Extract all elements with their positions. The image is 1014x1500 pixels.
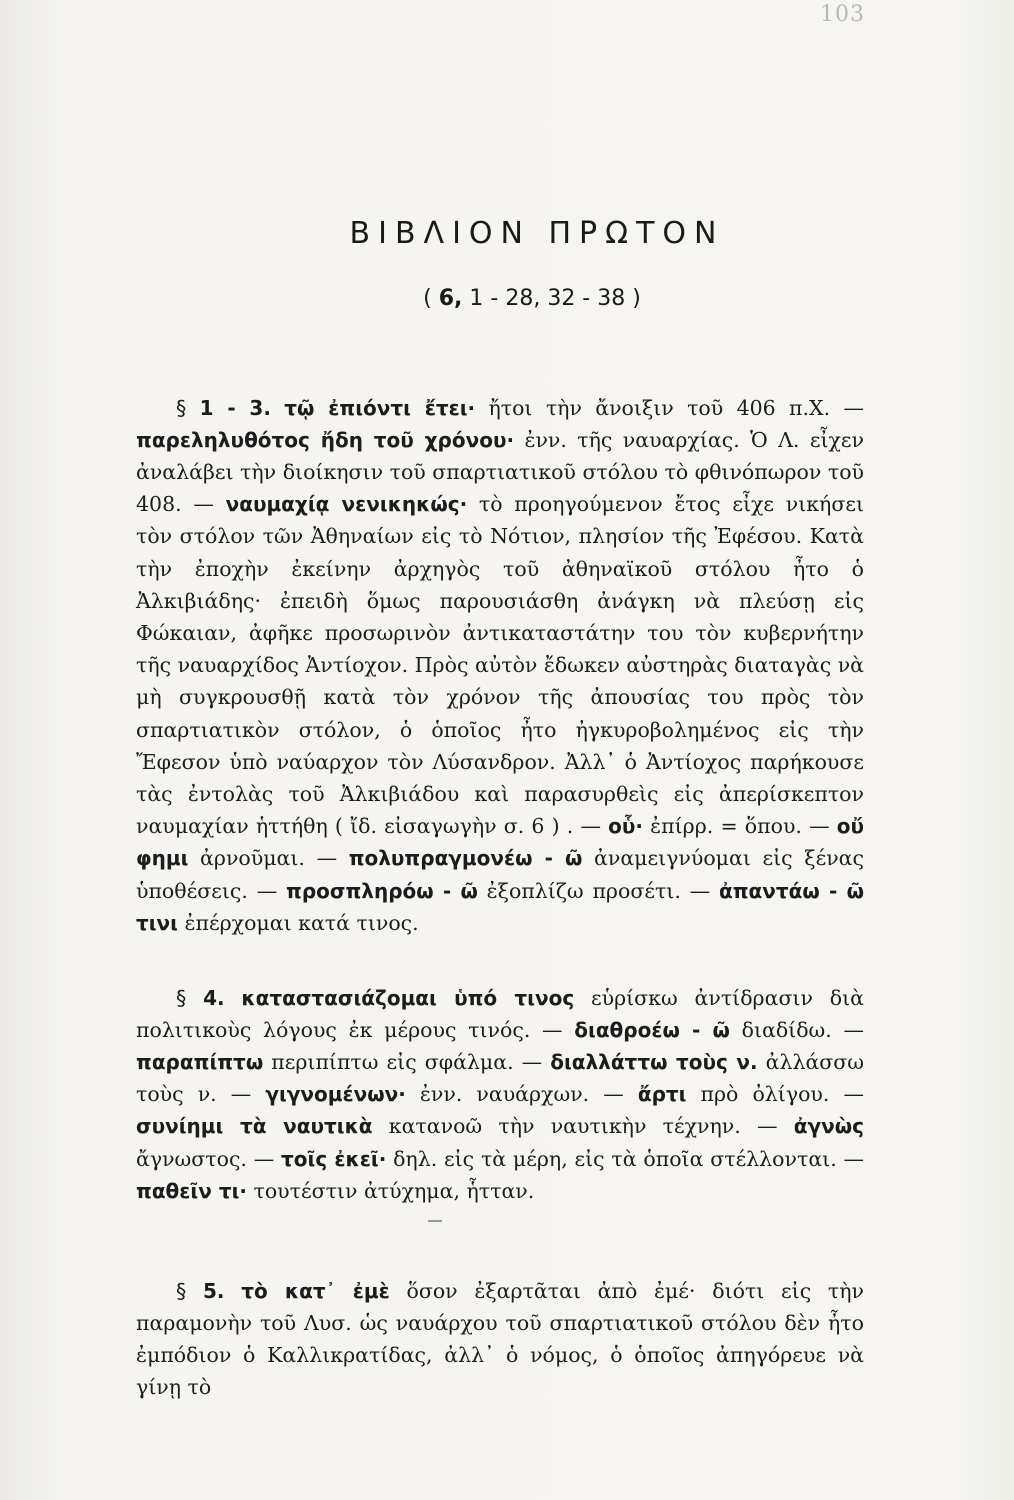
lemma-term: τοῖς ἐκεῖ· [281, 1146, 387, 1171]
commentary-text: ἄγνωστος. — [136, 1146, 282, 1171]
passage-reference [0, 286, 1014, 311]
commentary-text: περιπίπτω εἰς σφάλμα. — [263, 1049, 551, 1074]
commentary-text: ἀρνοῦμαι. — [188, 846, 349, 871]
lemma-term: παραπίπτω [136, 1049, 264, 1074]
lemma-term: ἄρτι [637, 1082, 687, 1107]
lemma-term: παρεληλυθότος ἤδη τοῦ χρόνου· [136, 427, 515, 452]
commentary-text: ἀναμειγνύομαι εἰς ξένας ὑποθέσεις. — [136, 846, 864, 903]
page-number: 103 [820, 2, 865, 27]
lemma-term: γιγνομένων· [265, 1082, 406, 1107]
commentary-text: εὑρίσκω ἀντίδρασιν διὰ πολιτικοὺς λόγους ἐκ μέρους τινός. — [136, 985, 864, 1042]
lemma-term: καταστασιάζομαι ὑπό τινος [241, 985, 575, 1010]
section-sign: § [176, 395, 200, 420]
reference-book: 6, [438, 286, 463, 311]
lemma-term: διαθροέω - ῶ [574, 1017, 730, 1042]
commentary-text: δηλ. εἰς τὰ μέρη, εἰς τὰ ὁποῖα στέλλονται. — [386, 1146, 865, 1171]
section-sign: § [176, 1278, 203, 1303]
commentary-text: ἤτοι τὴν ἄνοιξιν τοῦ 406 π.Χ. — [475, 395, 864, 420]
commentary-text [225, 1279, 242, 1303]
lemma-term: διαλλάττω τοὺς ν. [550, 1049, 758, 1074]
chapter-heading: ΒΙΒΛΙΟΝ ΠΡΩΤΟΝ [349, 216, 725, 252]
commentary-text: ἀλλάσσω τοὺς ν. — [136, 1049, 865, 1107]
lemma-term: ἀπαντάω - ῶ τινι [136, 878, 865, 935]
lemma-term: 5. [202, 1278, 225, 1303]
commentary-text: ἐνν. ναυάρχων. — [405, 1082, 638, 1107]
lemma-term: προσπληρόω - ῶ [286, 878, 478, 903]
lemma-term: παθεῖν τι· [136, 1178, 247, 1203]
commentary-text: κατανοῶ τὴν ναυτικὴν τέχνην. — [372, 1114, 794, 1139]
lemma-term: οὗ· [608, 814, 643, 839]
commentary-text: ἐπέρχομαι κατά τινος. [177, 910, 419, 935]
divider-mark [428, 1220, 442, 1222]
lemma-term: 4. [203, 985, 225, 1010]
commentary-text: ὅσον ἐξαρτᾶται ἀπὸ ἐμέ· διότι εἰς τὴν παραμονὴν τοῦ Λυσ. ὡς ναυάρχου τοῦ σπαρτιατικοῦ στόλου δὲν ἦτο ἐμπόδιον ὁ Καλλικρατίδας, ἀλλ᾽ ὁ νόμος, ὁ ὁποῖος ἀπηγόρευε νὰ γίνῃ τὸ [136, 1278, 865, 1400]
commentary-paragraph-2 [136, 982, 864, 1207]
lemma-term: πολυπραγμονέω - ῶ [348, 846, 583, 871]
commentary-paragraph-3 [136, 1275, 864, 1404]
lemma-term: ἀγνὼς [793, 1114, 864, 1139]
lemma-term: τῷ ἐπιόντι ἔτει· [284, 395, 476, 420]
section-sign: § [176, 985, 204, 1010]
commentary-text: διαδίδω. — [729, 1017, 865, 1042]
commentary-text [225, 986, 242, 1010]
commentary-text: ἐπίρρ. = ὅπου. — [642, 814, 837, 839]
lemma-term: τὸ κατ᾽ ἐμὲ [241, 1278, 390, 1303]
commentary-paragraph-1 [136, 392, 864, 939]
commentary-text: πρὸ ὀλίγου. — [686, 1082, 864, 1107]
lemma-term: συνίημι τὰ ναυτικὰ [136, 1114, 373, 1139]
lemma-term: οὔ φημι [136, 814, 864, 871]
commentary-text: τουτέστιν ἀτύχημα, ἧτταν. [246, 1178, 535, 1203]
reference-rest: 1 - 28, 32 - 38 ) [462, 286, 641, 311]
commentary-text [271, 396, 284, 420]
commentary-text: τὸ προηγούμενον ἔτος εἶχε νικήσει τὸν στόλον τῶν Ἀθηναίων εἰς τὸ Νότιον, πλησίον τῆς Ἐφέσου. Κατὰ τὴν ἐποχὴν ἐκείνην ἀρχηγὸς τοῦ ἀθηναϊκοῦ στόλου ἦτο ὁ Ἀλκιβιάδης· ἐπειδὴ ὅμως παρουσιάσθη ἀνάγκη νὰ πλεύσῃ εἰς Φώκαιαν, ἀφῆκε προσωρινὸν ἀντικαταστάτην του τὸν κυβερνήτην τῆς ναυαρχίδος Ἀντίοχον. Πρὸς αὐτὸν ἔδωκεν αὐστηρὰς διαταγὰς νὰ μὴ συγκρουσθῇ κατὰ τὸν χρόνον τῆς ἀπουσίας του πρὸς τὸν σπαρτιατικὸν στόλον, ὁ ὁποῖος ἦτο ἠγκυροβολημένος εἰς τὴν Ἔφεσον ὑπὸ ναύαρχον τὸν Λύσανδρον. Ἀλλ᾽ ὁ Ἀντίοχος παρήκουσε τὰς ἐντολὰς τοῦ Ἀλκιβιάδου καὶ παρασυρθεὶς εἰς ἀπερίσκεπτον ναυμαχίαν ἡττήθη ( ἴδ. εἰσαγωγὴν σ. 6 ) . — [136, 492, 865, 839]
reference-open: ( [423, 286, 439, 311]
lemma-term: 1 - 3. [199, 395, 271, 420]
commentary-text: ἐνν. τῆς ναυαρχίας. Ὁ Λ. εἶχεν ἀναλάβει τὴν διοίκησιν τοῦ σπαρτιατικοῦ στόλου τὸ φθινόπωρον τοῦ 408. — [136, 427, 864, 517]
commentary-text: ἐξοπλίζω προσέτι. — [477, 878, 719, 903]
lemma-term: ναυμαχίᾳ νενικηκώς· [225, 492, 468, 517]
